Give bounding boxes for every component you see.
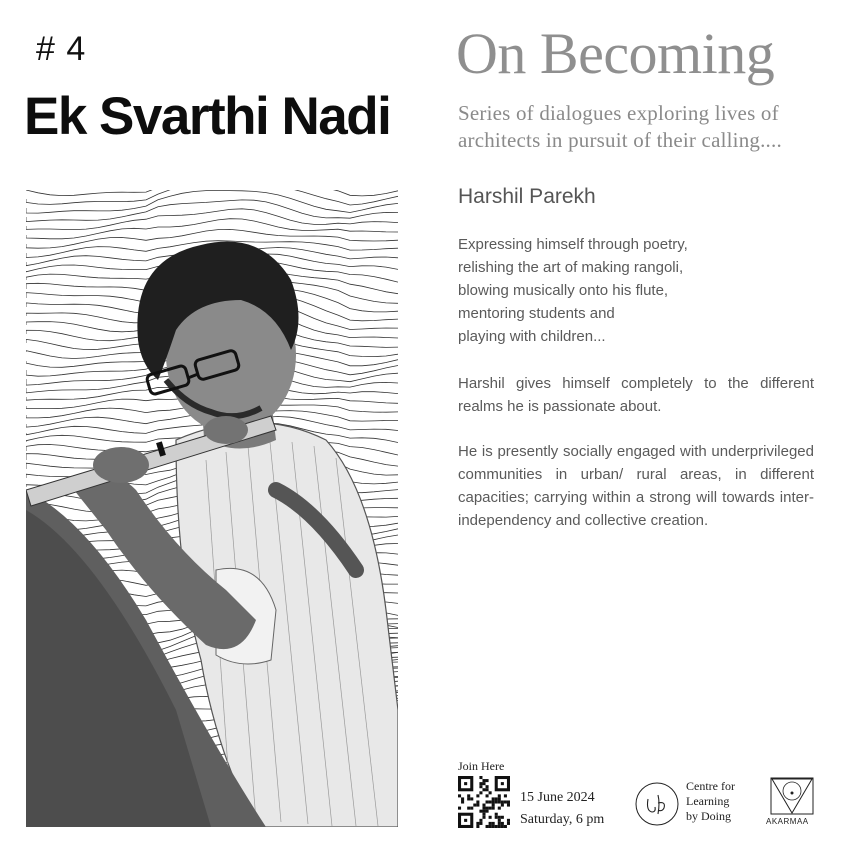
bio-line: mentoring students and (458, 305, 615, 322)
episode-title: Ek Svarthi Nadi (24, 87, 391, 146)
bio-paragraph: Harshil gives himself completely to the different realms he is passionate about. (458, 375, 814, 415)
bio-line: Expressing himself through poetry, (458, 236, 688, 253)
speaker-photo (26, 190, 398, 827)
speaker-name: Harshil Parekh (458, 185, 596, 208)
bio-line: blowing musically onto his flute, (458, 282, 669, 299)
event-date: 15 June 2024 (520, 790, 595, 805)
org-name-line: Centre for (686, 779, 735, 793)
centre-for-learning-logo (634, 781, 680, 827)
qr-code-icon[interactable] (458, 776, 510, 828)
akarmaa-logo (770, 777, 814, 815)
org-name-line: by Doing (686, 809, 731, 823)
photo-artwork (26, 190, 398, 827)
org-name-line: Learning (686, 794, 730, 808)
join-label: Join Here (458, 759, 505, 773)
bio-paragraph: He is presently socially engaged with underprivileged communities in urban/ rural areas, in different capacities; carrying within a strong will towards inter-independency and collective creation. (458, 443, 814, 529)
centre-for-learning-name (686, 779, 735, 824)
event-time: Saturday, 6 pm (520, 812, 605, 827)
akarmaa-name: AKARMAA (766, 817, 809, 826)
series-title: On Becoming (456, 21, 775, 86)
episode-number: # 4 (36, 30, 87, 68)
bio-intro (458, 233, 814, 348)
bio-line: playing with children... (458, 328, 606, 345)
bio-line: relishing the art of making rangoli, (458, 259, 684, 276)
series-description: Series of dialogues exploring lives of architects in pursuit of their calling.... (458, 101, 782, 152)
